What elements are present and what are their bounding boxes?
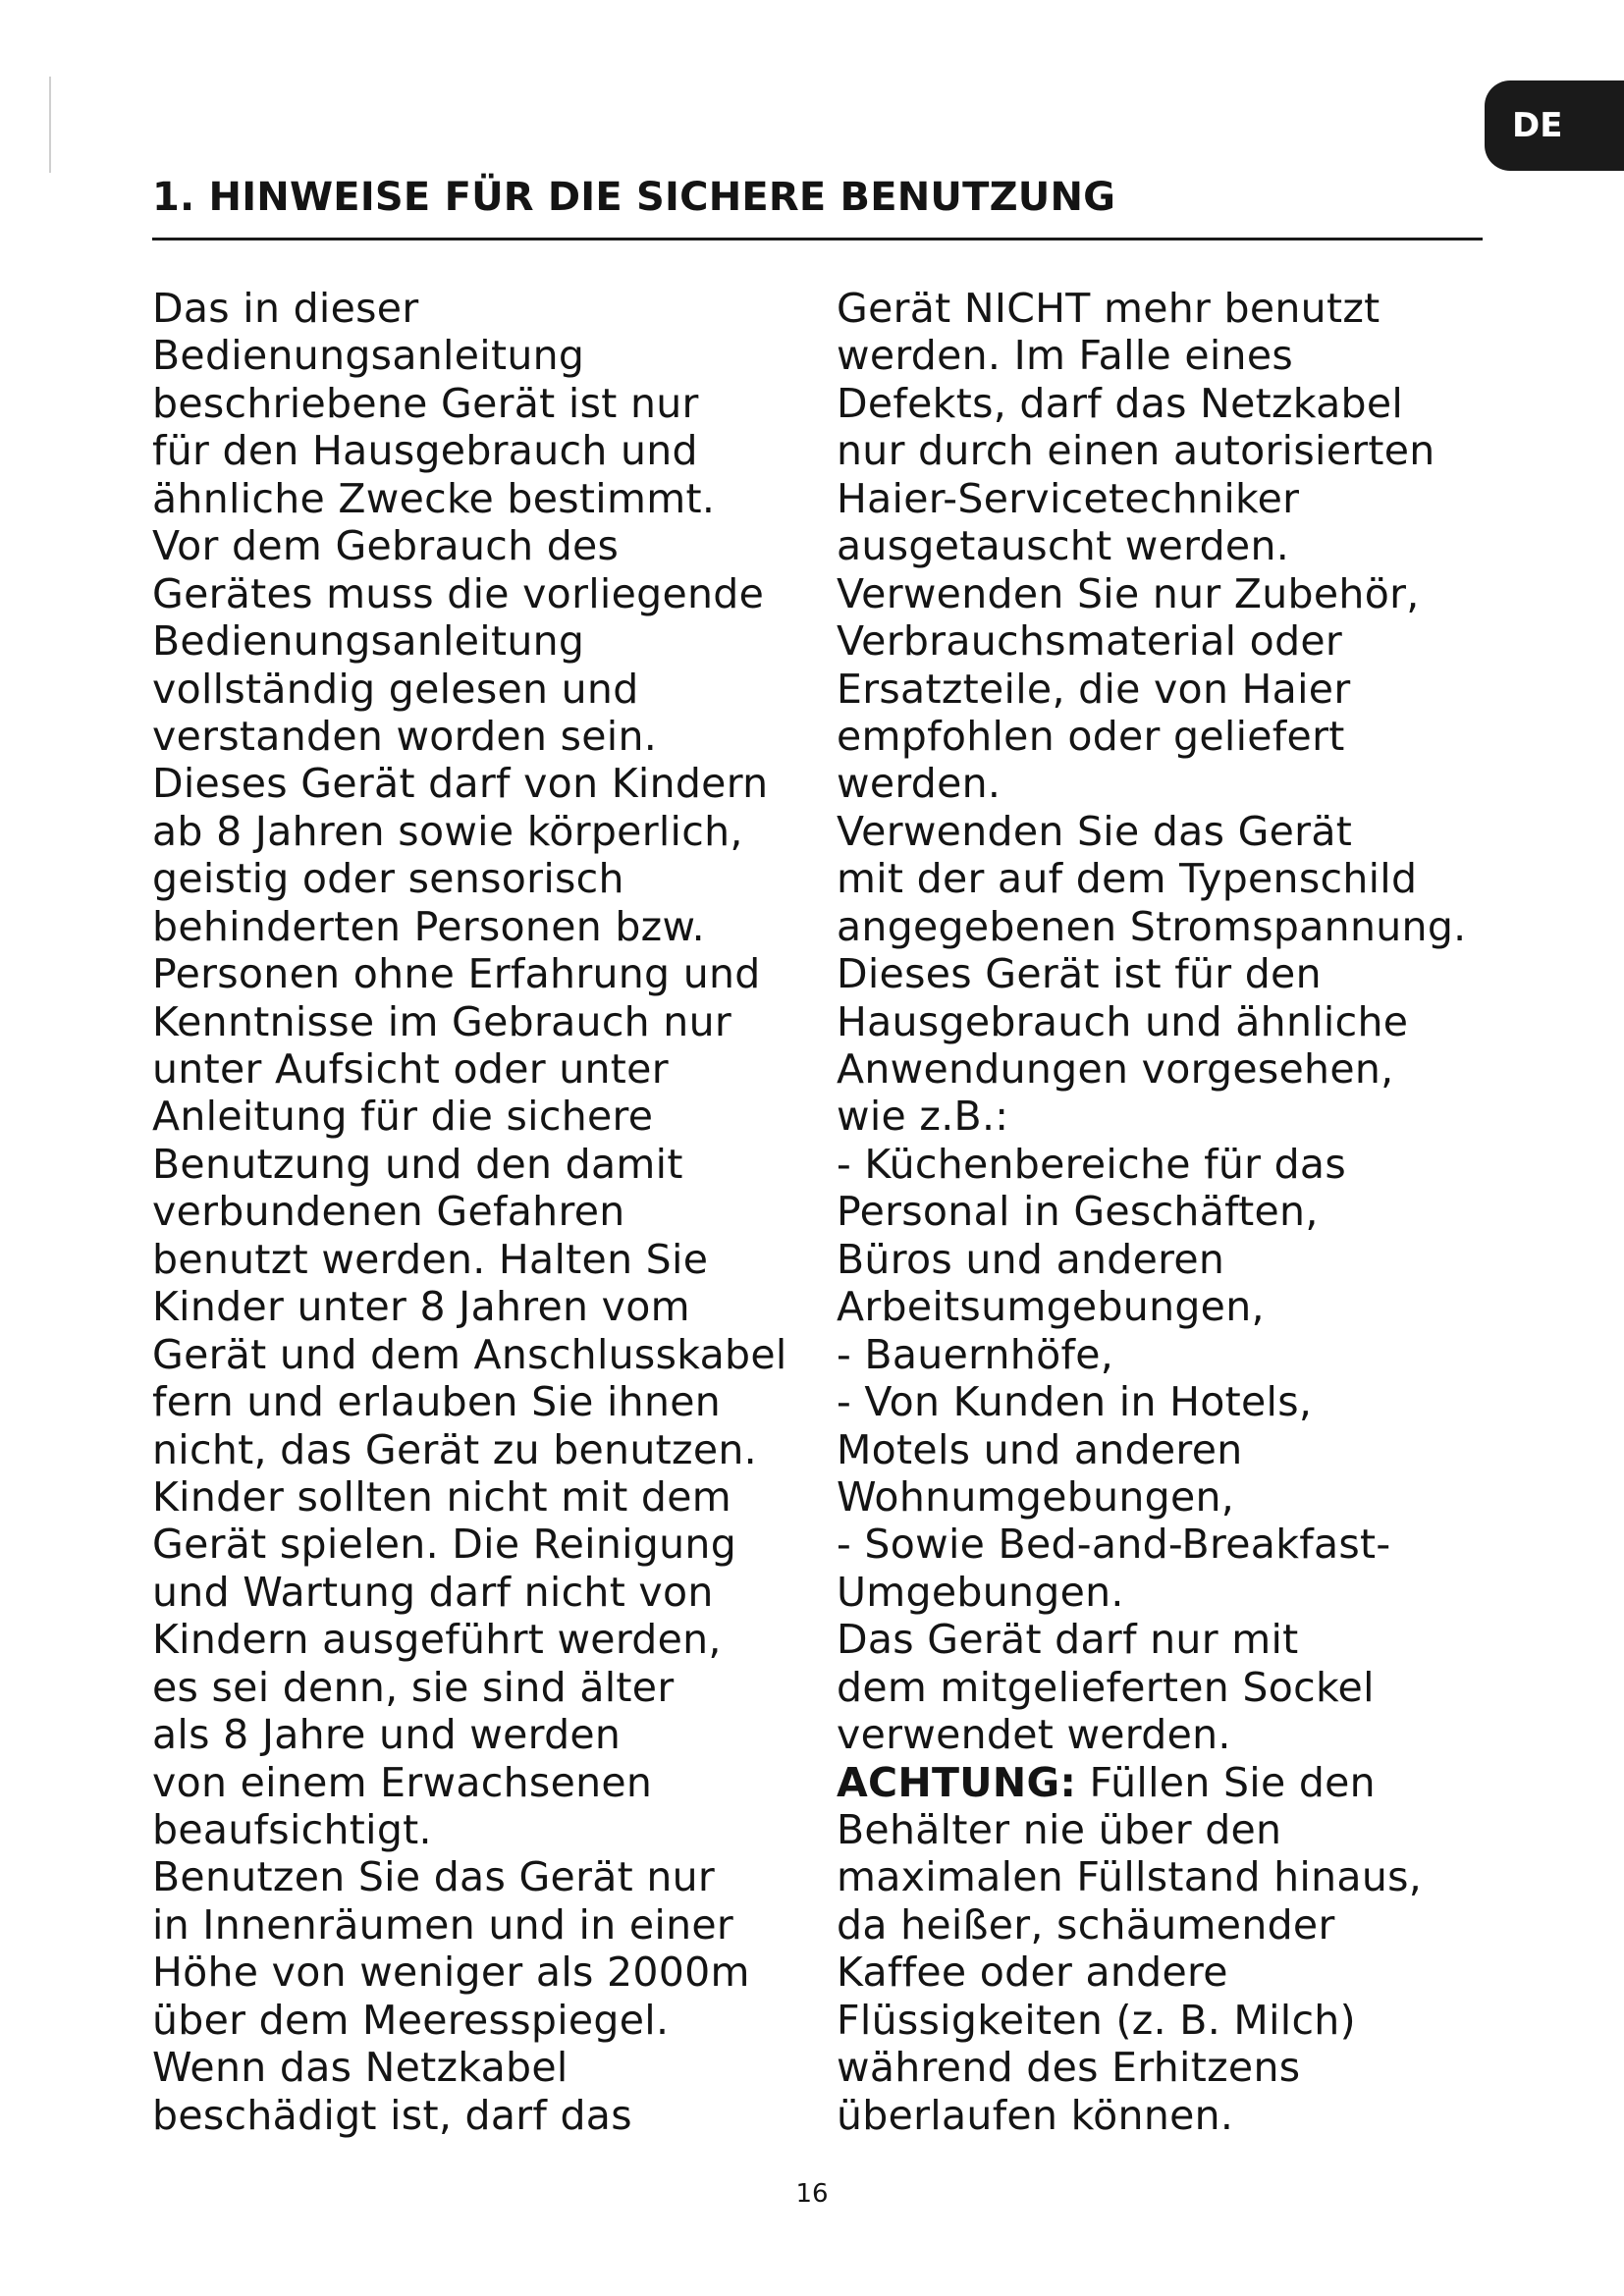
- text-line: - Sowie Bed-and-Breakfast-: [837, 1521, 1391, 1569]
- text-line: überlaufen können.: [837, 2091, 1234, 2139]
- text-line: in Innenräumen und in einer: [152, 1900, 734, 1949]
- text-line: beschädigt ist, darf das: [152, 2091, 632, 2139]
- text-line: Büros und anderen: [837, 1235, 1225, 1283]
- text-line: Gerät NICHT mehr benutzt: [837, 285, 1380, 332]
- text-line: Benutzung und den damit: [152, 1140, 683, 1188]
- text-line: maximalen Füllstand hinaus,: [837, 1853, 1423, 1901]
- text-line: Bedienungsanleitung: [152, 332, 585, 380]
- text-line: ausgetauscht werden.: [837, 522, 1290, 570]
- text-line: angegebenen Stromspannung.: [837, 902, 1467, 950]
- text-line: Wenn das Netzkabel: [152, 2044, 568, 2092]
- text-line: geistig oder sensorisch: [152, 855, 624, 903]
- text-line: Flüssigkeiten (z. B. Milch): [837, 1996, 1356, 2044]
- text-line: Anwendungen vorgesehen,: [837, 1045, 1394, 1093]
- text-line: unter Aufsicht oder unter: [152, 1045, 669, 1093]
- warning-line: [837, 1759, 1514, 1806]
- text-line: Das Gerät darf nur mit: [837, 1616, 1299, 1664]
- text-line: wie z.B.:: [837, 1093, 1009, 1141]
- text-line: Vor dem Gebrauch des: [152, 522, 620, 570]
- text-line: Motels und anderen: [837, 1425, 1243, 1473]
- text-line: verwendet werden.: [837, 1711, 1231, 1759]
- text-line: Dieses Gerät darf von Kindern: [152, 760, 769, 808]
- text-line: Bedienungsanleitung: [152, 617, 585, 666]
- text-line: empfohlen oder geliefert: [837, 712, 1345, 760]
- text-line: für den Hausgebrauch und: [152, 427, 698, 475]
- text-line: werden.: [837, 760, 1001, 808]
- warning-text: Füllen Sie den: [1076, 1758, 1376, 1806]
- text-line: ab 8 Jahren sowie körperlich,: [152, 807, 743, 855]
- section-title: 1. HINWEISE FÜR DIE SICHERE BENUTZUNG: [152, 175, 1116, 220]
- title-divider: [152, 238, 1483, 240]
- text-line: Verbrauchsmaterial oder: [837, 617, 1343, 666]
- left-text-column: [152, 285, 820, 2139]
- text-line: Ersatzteile, die von Haier: [837, 665, 1351, 713]
- text-line: Haier-Servicetechniker: [837, 474, 1300, 522]
- text-line: - Küchenbereiche für das: [837, 1140, 1347, 1188]
- text-line: Kaffee oder andere: [837, 1949, 1228, 1997]
- text-line: verstanden worden sein.: [152, 712, 658, 760]
- text-line: und Wartung darf nicht von: [152, 1568, 714, 1616]
- margin-mark: [49, 77, 51, 173]
- text-line: beaufsichtigt.: [152, 1806, 432, 1853]
- text-line: fern und erlauben Sie ihnen: [152, 1378, 722, 1426]
- right-text-column: [837, 285, 1514, 2139]
- text-line: Personal in Geschäften,: [837, 1188, 1319, 1236]
- text-line: Kinder sollten nicht mit dem: [152, 1472, 731, 1521]
- text-line: Kinder unter 8 Jahren vom: [152, 1283, 690, 1331]
- text-line: Kenntnisse im Gebrauch nur: [152, 997, 732, 1045]
- warning-label: ACHTUNG:: [837, 1758, 1077, 1806]
- text-line: Gerätes muss die vorliegende: [152, 569, 765, 617]
- text-line: - Bauernhöfe,: [837, 1330, 1114, 1378]
- text-line: Defekts, darf das Netzkabel: [837, 379, 1404, 427]
- text-line: mit der auf dem Typenschild: [837, 855, 1418, 903]
- text-line: behinderten Personen bzw.: [152, 902, 705, 950]
- text-line: Höhe von weniger als 2000m: [152, 1949, 750, 1997]
- text-line: Kindern ausgeführt werden,: [152, 1616, 722, 1664]
- text-line: Benutzen Sie das Gerät nur: [152, 1853, 716, 1901]
- text-line: Verwenden Sie nur Zubehör,: [837, 569, 1420, 617]
- text-line: Wohnumgebungen,: [837, 1472, 1235, 1521]
- text-line: als 8 Jahre und werden: [152, 1711, 622, 1759]
- text-line: Anleitung für die sichere: [152, 1093, 654, 1141]
- language-tab-label: DE: [1512, 106, 1563, 145]
- text-line: Gerät spielen. Die Reinigung: [152, 1521, 737, 1569]
- text-line: verbundenen Gefahren: [152, 1188, 625, 1236]
- text-line: benutzt werden. Halten Sie: [152, 1235, 709, 1283]
- language-tab: [1485, 80, 1624, 171]
- page-number: 16: [795, 2179, 829, 2209]
- text-line: ähnliche Zwecke bestimmt.: [152, 474, 716, 522]
- text-line: von einem Erwachsenen: [152, 1758, 653, 1806]
- text-line: Verwenden Sie das Gerät: [837, 807, 1353, 855]
- text-line: Gerät und dem Anschlusskabel: [152, 1330, 787, 1378]
- text-line: Das in dieser: [152, 285, 419, 332]
- text-line: nur durch einen autorisierten: [837, 427, 1435, 475]
- text-line: Personen ohne Erfahrung und: [152, 950, 761, 998]
- text-line: es sei denn, sie sind älter: [152, 1663, 675, 1711]
- text-line: Umgebungen.: [837, 1568, 1124, 1616]
- text-line: über dem Meeresspiegel.: [152, 1996, 670, 2044]
- text-line: dem mitgelieferten Sockel: [837, 1663, 1375, 1711]
- text-line: während des Erhitzens: [837, 2044, 1301, 2092]
- text-line: da heißer, schäumender: [837, 1900, 1335, 1949]
- text-line: Arbeitsumgebungen,: [837, 1283, 1265, 1331]
- text-line: nicht, das Gerät zu benutzen.: [152, 1425, 757, 1473]
- text-line: beschriebene Gerät ist nur: [152, 379, 699, 427]
- text-line: vollständig gelesen und: [152, 665, 639, 713]
- text-line: Dieses Gerät ist für den: [837, 950, 1322, 998]
- text-line: Behälter nie über den: [837, 1806, 1282, 1853]
- text-line: Hausgebrauch und ähnliche: [837, 997, 1409, 1045]
- text-line: werden. Im Falle eines: [837, 332, 1294, 380]
- text-line: - Von Kunden in Hotels,: [837, 1378, 1313, 1426]
